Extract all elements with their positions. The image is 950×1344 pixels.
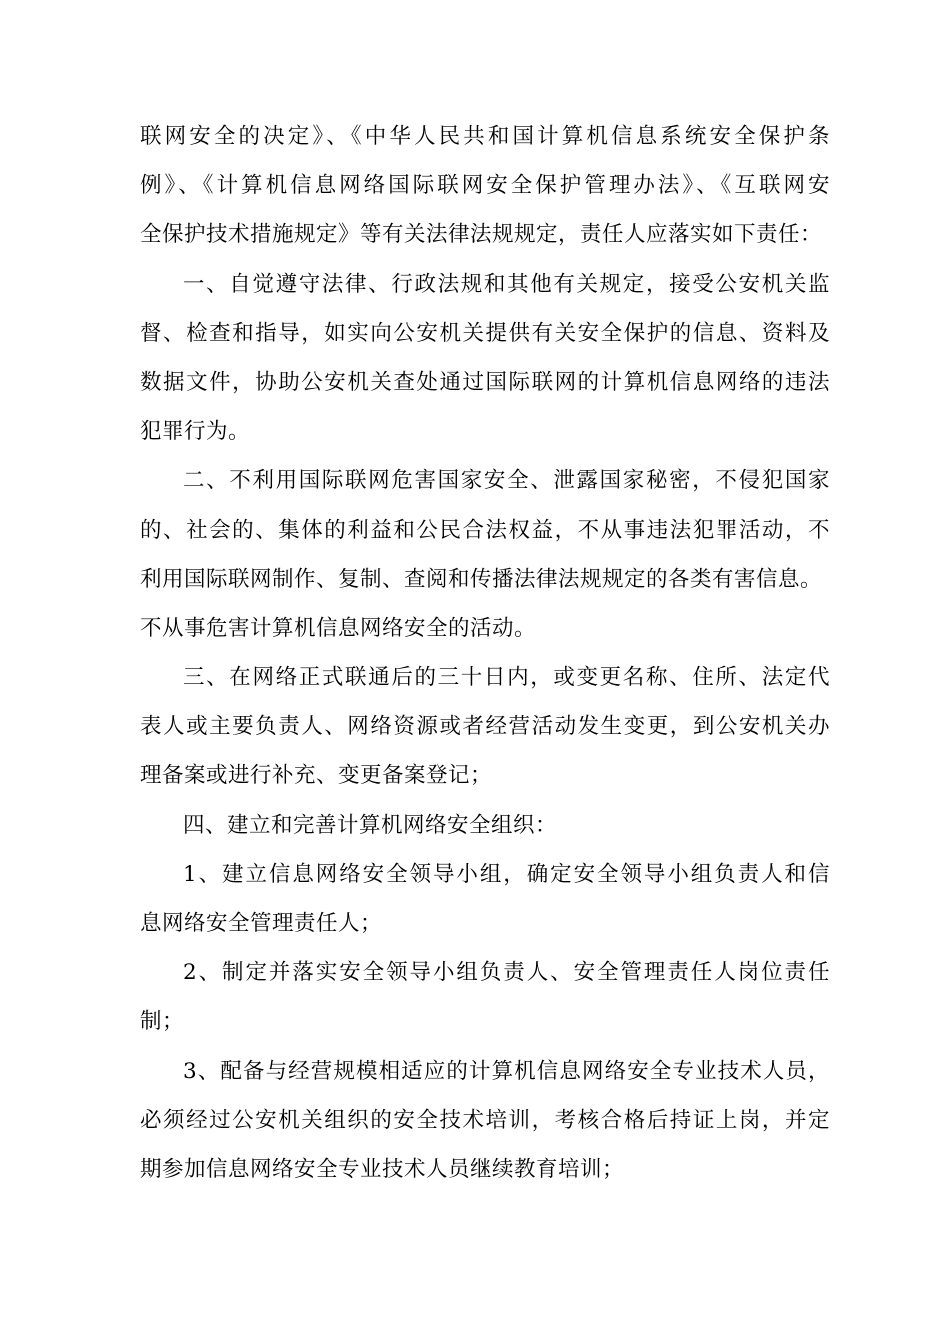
text-line: 理备案或进行补充、变更备案登记； <box>140 763 493 789</box>
text-line: 制； <box>140 1009 185 1035</box>
text-line: 利用国际联网制作、复制、查阅和传播法律法规规定的各类有害信息。 <box>140 566 823 592</box>
paragraph-item-1 <box>140 260 830 457</box>
paragraph-item-4-1 <box>140 850 830 948</box>
text-line: 2、制定并落实安全领导小组负责人、安全管理责任人岗位责任 <box>183 960 830 986</box>
paragraph-item-2 <box>140 456 830 653</box>
text-line: 全保护技术措施规定》等有关法律法规规定，责任人应落实如下责任： <box>140 222 823 248</box>
text-line: 督、检查和指导，如实向公安机关提供有关安全保护的信息、资料及 <box>140 320 830 346</box>
text-line: 二、不利用国际联网危害国家安全、泄露国家秘密，不侵犯国家 <box>183 468 830 494</box>
paragraph-item-3 <box>140 653 830 801</box>
text-line: 不从事危害计算机信息网络安全的活动。 <box>140 615 537 641</box>
text-line: 例》、《计算机信息网络国际联网安全保护管理办法》、《互联网安 <box>140 173 830 199</box>
text-line: 期参加信息网络安全专业技术人员继续教育培训； <box>140 1156 625 1182</box>
text-line: 联网安全的决定》、《中华人民共和国计算机信息系统安全保护条 <box>140 124 830 149</box>
text-line: 犯罪行为。 <box>140 419 251 445</box>
paragraph-item-4-3 <box>140 1047 830 1195</box>
text-line: 3、配备与经营规模相适应的计算机信息网络安全专业技术人员， <box>183 1058 830 1084</box>
text-line: 表人或主要负责人、网络资源或者经营活动发生变更，到公安机关办 <box>140 714 830 740</box>
paragraph-item-4 <box>140 801 830 850</box>
paragraph-intro <box>140 112 830 260</box>
text-line: 息网络安全管理责任人； <box>140 911 383 936</box>
text-line: 四、建立和完善计算机网络安全组织： <box>183 812 558 838</box>
text-line: 三、在网络正式联通后的三十日内，或变更名称、住所、法定代 <box>183 665 830 691</box>
paragraph-item-4-2 <box>140 948 830 1046</box>
document-body <box>140 112 830 1194</box>
text-line: 一、自觉遵守法律、行政法规和其他有关规定，接受公安机关监 <box>183 271 830 297</box>
text-line: 数据文件，协助公安机关查处通过国际联网的计算机信息网络的违法 <box>140 369 830 395</box>
text-line: 必须经过公安机关组织的安全技术培训，考核合格后持证上岗，并定 <box>140 1107 830 1133</box>
text-line: 的、社会的、集体的利益和公民合法权益，不从事违法犯罪活动，不 <box>140 517 830 543</box>
text-line: 1、建立信息网络安全领导小组，确定安全领导小组负责人和信 <box>183 861 830 887</box>
